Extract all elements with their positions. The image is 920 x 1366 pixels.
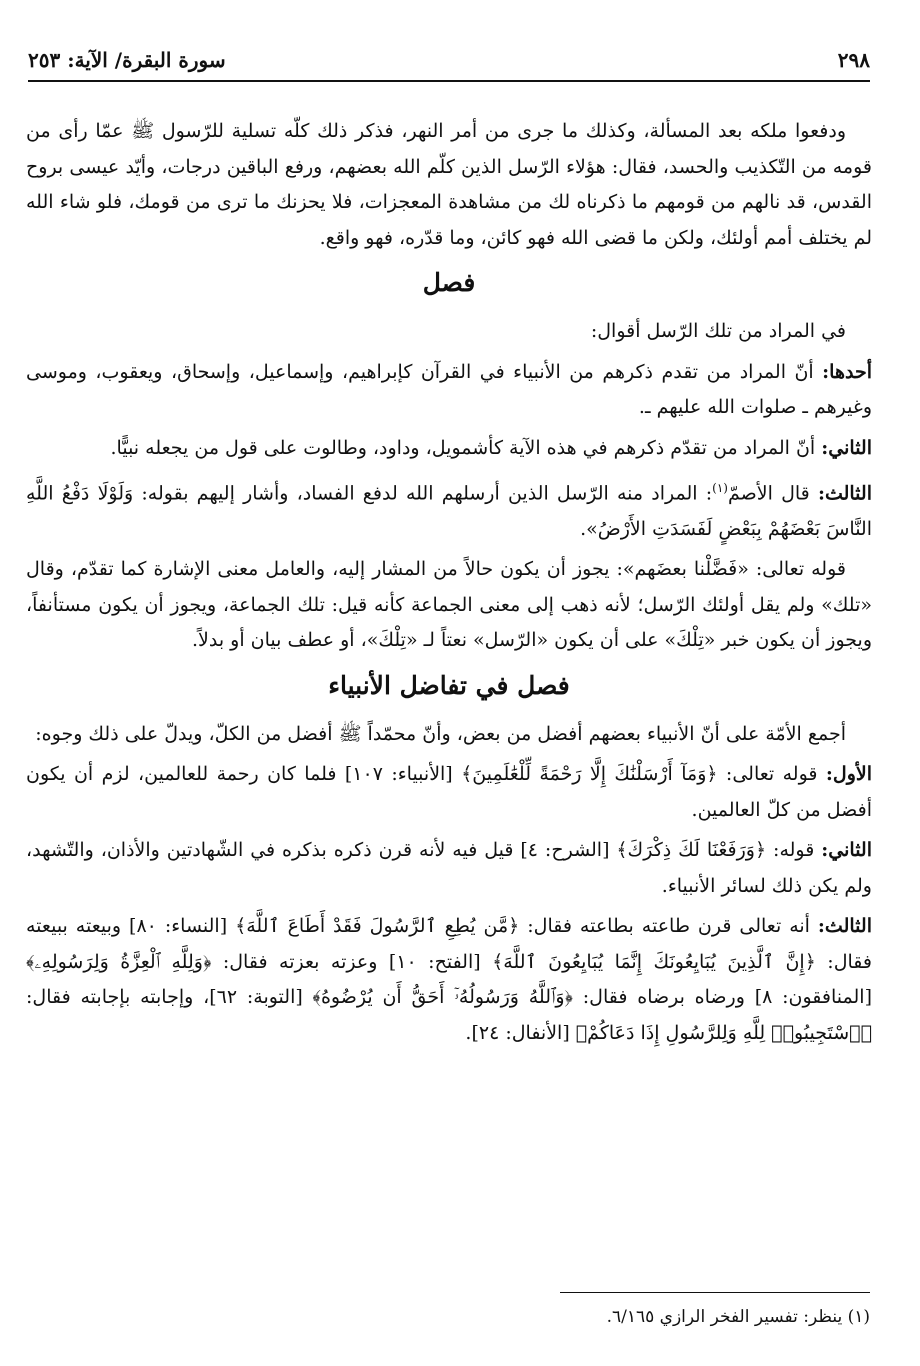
proof-text: قوله: ﴿وَرَفَعْنَا لَكَ ذِكْرَكَ﴾ [الشرح: ٤] قيل فيه لأنه قرن ذكره بذكره في الشّهادتين والأذان، والتّشهد، ولم يكن ذلك لسائر الأنبياء. <box>26 839 872 897</box>
opinion-lead: الثالث: <box>817 482 872 505</box>
opinion-paragraph <box>26 431 872 467</box>
section-intro: أجمع الأمّة على أنّ الأنبياء بعضهم أفضل من بعض، وأنّ محمّداً ﷺ أفضل من الكلّ، ويدلّ على ذلك وجوه: <box>35 722 846 745</box>
footnote-separator <box>560 1292 870 1293</box>
footnote: (١) ينظر: تفسير الفخر الرازي ٦/١٦٥. <box>606 1307 870 1327</box>
section-heading: فصل <box>422 268 476 297</box>
running-header <box>28 40 870 82</box>
proof-paragraph <box>26 833 872 904</box>
section-intro: في المراد من تلك الرّسل أقوال: <box>590 320 846 342</box>
intro-paragraph: ودفعوا ملكه بعد المسألة، وكذلك ما جرى من أمر النهر، فذكر ذلك كلّه تسلية للرّسول ﷺ عمّا رأى من قومه من التّكذيب والحسد، فقال: هؤلاء الرّسل الذين كلّم الله بعضهم، ورفع الباقين درجات، وأيّد عيسى بروح القدس، قد نالهم من قومهم ما ذكرناه لك من مشاهدة المعجزات، فلا يحزنك ما ترى من قومك، فلو شاء الله لم يختلف أمم أولئك، ولكن ما قضى الله فهو كائن، وما قدّره، فهو واقع. <box>26 120 872 249</box>
opinion-text-prefix: قال الأصمّ <box>727 482 818 505</box>
opinion-text: أنّ المراد من تقدم ذكرهم من الأنبياء في القرآن كإبراهيم، وإسماعيل، وإسحاق، ويعقوب، وموسى وغيرهم ـ صلوات الله عليهم ـ. <box>26 360 872 418</box>
proof-lead: الأول: <box>825 763 873 786</box>
opinion-paragraph <box>26 471 872 547</box>
proof-text: أنه تعالى قرن طاعته بطاعته فقال: ﴿مَّن يُطِعِ ٱلرَّسُولَ فَقَدْ أَطَاعَ ٱللَّهَ﴾ [النساء: ٨٠] وبيعته ببيعته فقال: ﴿إِنَّ ٱلَّذِينَ يُبَايِعُونَكَ إِنَّمَا يُبَايِعُونَ ٱللَّهَ﴾ [الفتح: ١٠] وعزته بعزته فقال: ﴿وَلِلَّهِ ٱلْعِزَّةُ وَلِرَسُولِهِۦ﴾ [المنافقون: ٨] ورضاه برضاه فقال: ﴿وَٱللَّهُ وَرَسُولُهُۥٓ أَحَقُّ أَن يُرْضُوهُ﴾ [التوبة: ٦٢]، وإجابته بإجابته فقال: ﴿ٱسْتَجِيبُوا۟ لِلَّهِ وَلِلرَّسُولِ إِذَا دَعَاكُمْ﴾ [الأنفال: ٢٤]. <box>26 915 872 1044</box>
grammar-paragraph: قوله تعالى: «فَضَّلْنا بعضَهم»: يجوز أن يكون حالاً من المشار إليه، والعامل معنى الإشارة كما تقدّم، وقال «تلك» ولم يقل أولئك الرّسل؛ لأنه ذهب إلى معنى الجماعة كأنه قيل: تلك الجماعة، ويجوز أن يكون مستأنفاً، ويجوز أن يكون خبر «تِلْكَ» على أن يكون «الرّسل» نعتاً لـ «تِلْكَ»، أو عطف بيان أو بدلاً. <box>26 558 872 652</box>
opinion-text: أنّ المراد من تقدّم ذكرهم في هذه الآية كأشمويل، وداود، وطالوت على قول من يجعله نبيًّا. <box>110 436 822 459</box>
opinion-paragraph <box>26 355 872 426</box>
proof-paragraph <box>26 757 872 828</box>
surah-reference: سورة البقرة/ الآية: ٢٥٣ <box>28 48 226 72</box>
opinion-lead: الثاني: <box>821 436 872 459</box>
opinion-text: : المراد منه الرّسل الذين أرسلهم الله لدفع الفساد، وأشار إليهم بقوله: وَلَوْلَا دَفْعُ اللَّهِ النَّاسَ بَعْضَهُمْ بِبَعْضٍ لَفَسَدَتِ الأَرْضُ». <box>26 482 872 540</box>
section-heading: فصل في تفاضل الأنبياء <box>328 670 570 700</box>
proof-text: قوله تعالى: ﴿وَمَآ أَرْسَلْنَٰكَ إِلَّا رَحْمَةً لِّلْعَٰلَمِينَ﴾ [الأنبياء: ١٠٧] فلما كان رحمة للعالمين، لزم أن يكون أفضل من كلّ العالمين. <box>26 763 872 821</box>
proof-lead: الثاني: <box>821 839 872 862</box>
opinion-lead: أحدها: <box>822 360 872 383</box>
page-body <box>26 114 872 1056</box>
footnote-marker[interactable]: (١) <box>712 481 728 495</box>
proof-paragraph <box>26 909 872 1051</box>
proof-lead: الثالث: <box>817 915 872 938</box>
page-number: ٢٩٨ <box>837 48 870 72</box>
